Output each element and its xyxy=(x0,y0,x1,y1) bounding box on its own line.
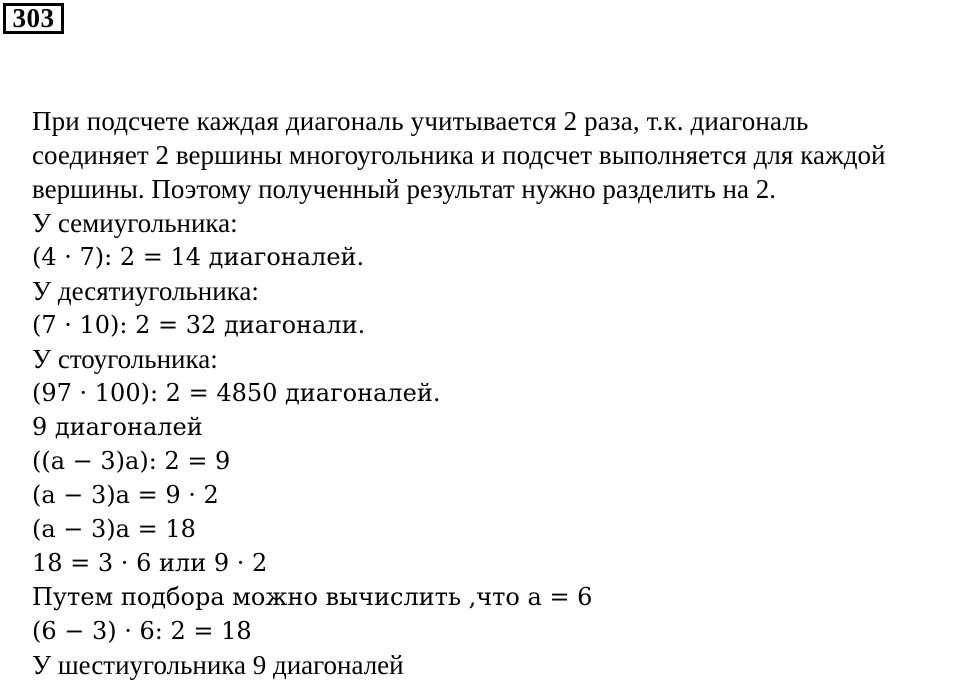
equation-line: ((a − 3)a): 2 = 9 xyxy=(32,447,231,475)
equation-line: (a − 3)a = 9 · 2 xyxy=(32,481,219,509)
formula-heptagon: (4 · 7): 2 = 14 диагоналей. xyxy=(32,243,365,271)
equation-line: (a − 3)a = 18 xyxy=(32,515,196,543)
solution-text xyxy=(32,104,958,682)
selection-line: Путем подбора можно вычислить ,что a = 6 xyxy=(32,583,593,611)
problem-number-badge: 303 xyxy=(3,3,64,34)
check-line: (6 − 3) · 6: 2 = 18 xyxy=(32,617,252,645)
paragraph-line: вершины. Поэтому полученный результат нужно разделить на 2. xyxy=(32,174,776,204)
formula-decagon: (7 · 10): 2 = 32 диагонали. xyxy=(32,311,366,339)
equation-line: 18 = 3 · 6 или 9 · 2 xyxy=(32,549,268,577)
paragraph-line: соединяет 2 вершины многоугольника и подсчет выполняется для каждой xyxy=(32,140,886,170)
section-heading-hectagon: У стоугольника: xyxy=(32,344,218,374)
answer-line: У шестиугольника 9 диагоналей xyxy=(32,650,404,680)
section-heading-decagon: У десятиугольника: xyxy=(32,276,259,306)
paragraph-line: При подсчете каждая диагональ учитывается 2 раза, т.к. диагональ xyxy=(32,106,809,136)
condition-line: 9 диагоналей xyxy=(32,413,203,441)
formula-hectagon: (97 · 100): 2 = 4850 диагоналей. xyxy=(32,379,441,407)
section-heading-heptagon: У семиугольника: xyxy=(32,208,238,238)
